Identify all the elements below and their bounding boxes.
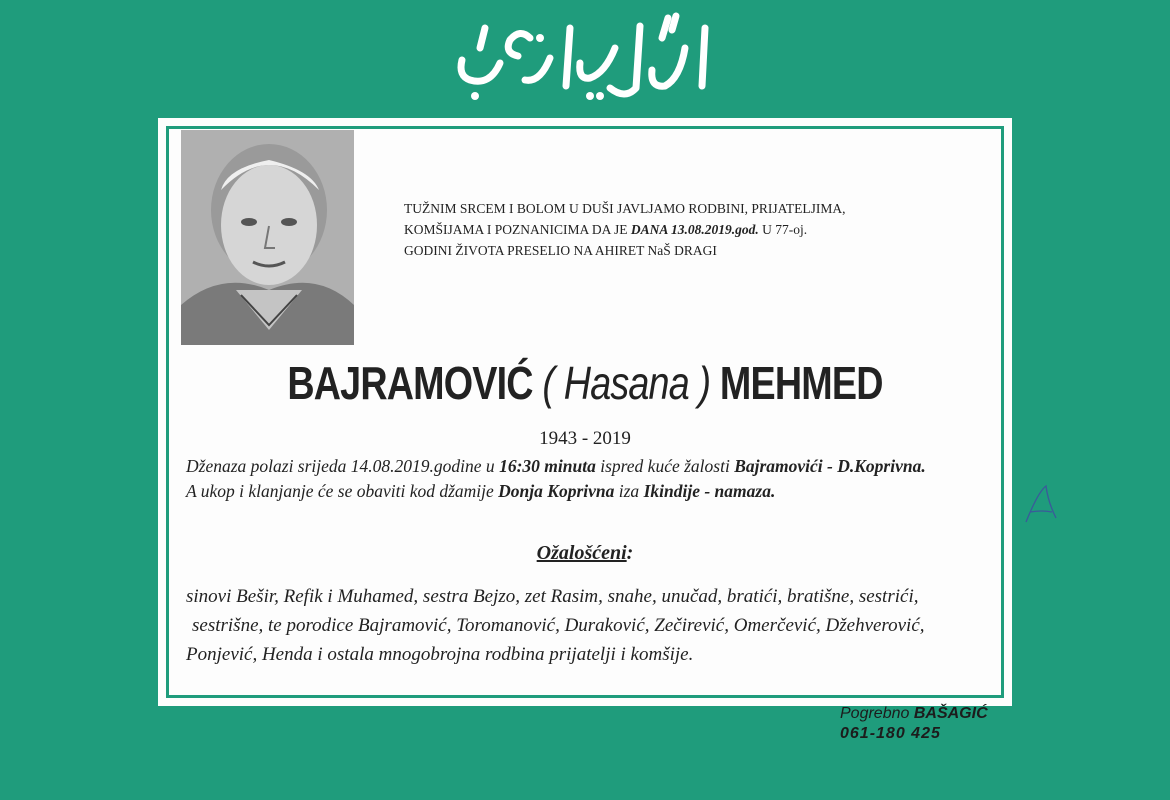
- undertaker-phone: 061-180 425: [840, 725, 941, 742]
- undertaker-info: [840, 704, 1100, 744]
- deceased-name: [235, 356, 935, 410]
- father-name: ( Hasana ): [542, 357, 711, 409]
- arabic-calligraphy-header: [440, 8, 730, 108]
- first-name: MEHMED: [719, 357, 883, 409]
- mourners-heading-colon: :: [626, 542, 634, 564]
- funeral-place: Bajramovići - D.Koprivna.: [734, 456, 926, 476]
- surname: BAJRAMOVIĆ: [287, 357, 533, 409]
- obituary-card: [158, 118, 1012, 706]
- funeral-text: ispred kuće žalosti: [595, 456, 735, 476]
- mourners-list: [186, 582, 996, 669]
- mourners-line: sinovi Bešir, Refik i Muhamed, sestra Bejzo, zet Rasim, snahe, unučad, bratići, bratišne, sestrići,: [186, 586, 919, 607]
- funeral-line: [186, 479, 996, 504]
- funeral-details: [186, 454, 996, 504]
- announcement-text-part: KOMŠIJAMA I POZNANICIMA DA JE: [404, 222, 631, 237]
- announcement-line: [404, 219, 874, 240]
- portrait-photo: [181, 130, 354, 345]
- date-of-death: DANA 13.08.2019.god.: [630, 222, 759, 237]
- prayer-name: Ikindije - namaza.: [643, 481, 776, 501]
- life-years: 1943 - 2019: [539, 428, 631, 449]
- announcement-line: GODINI ŽIVOTA PRESELIO NA AHIRET NaŠ DRAGI: [404, 243, 717, 258]
- funeral-time: 16:30 minuta: [499, 456, 596, 476]
- funeral-text: A ukop i klanjanje će se obaviti kod džamije: [186, 481, 499, 501]
- funeral-text: Dženaza polazi srijeda 14.08.2019.godine u: [186, 456, 500, 476]
- undertaker-label: Pogrebno: [840, 705, 914, 722]
- mourners-line: sestrišne, te porodice Bajramović, Toromanović, Duraković, Zečirević, Omerčević, Džehverović,: [192, 615, 925, 636]
- mourners-heading-text: Ožalošćeni: [536, 542, 627, 564]
- mourners-line: Ponjević, Henda i ostala mnogobrojna rodbina prijatelji i komšije.: [186, 644, 694, 665]
- undertaker-name: BAŠAGIĆ: [913, 705, 988, 722]
- undertaker-name-line: [840, 704, 1100, 724]
- pencil-mark: [1020, 482, 1060, 530]
- funeral-line: [186, 454, 996, 479]
- funeral-text: iza: [614, 481, 644, 501]
- announcement-line: TUŽNIM SRCEM I BOLOM U DUŠI JAVLJAMO RODBINI, PRIJATELJIMA,: [404, 201, 846, 216]
- mourners-heading: [158, 542, 1012, 565]
- mosque-name: Donja Koprivna: [498, 481, 615, 501]
- announcement-text-part: U 77-oj.: [758, 222, 808, 237]
- announcement-text: [404, 198, 874, 261]
